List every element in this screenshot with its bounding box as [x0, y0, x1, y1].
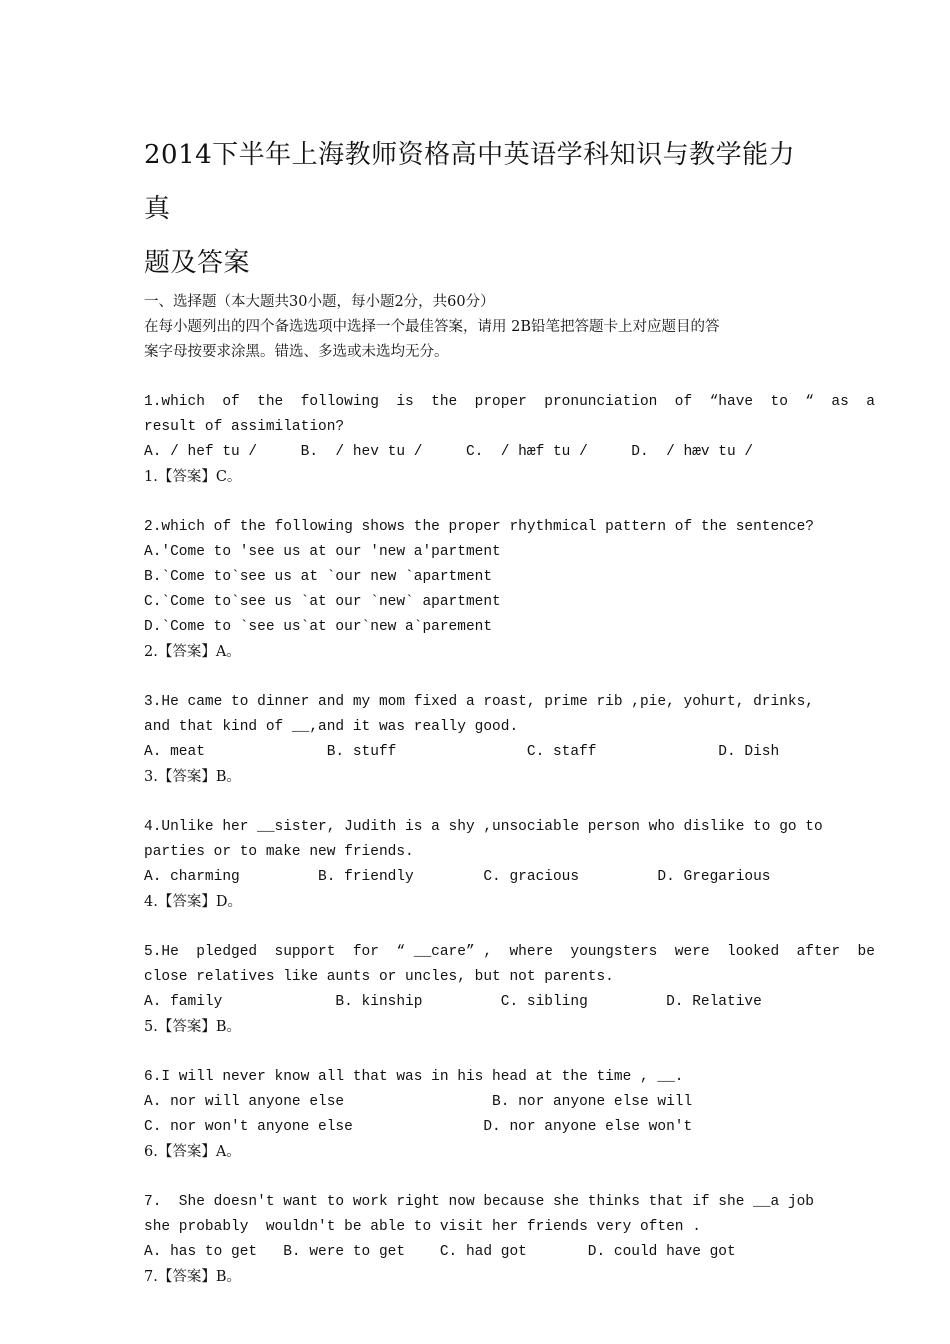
question-options: C. nor won't anyone else D. nor anyone else won't — [144, 1119, 693, 1135]
question-stem: 2.which of the following shows the proper rhythmical pattern of the sentence? — [144, 519, 815, 535]
question-stem: result of assimilation? — [144, 419, 345, 435]
question-options: A. meat B. stuff C. staff D. Dish — [144, 744, 780, 760]
section-header: 一、选择题（本大题共30小题，每小题2分，共60分） — [144, 294, 495, 310]
question-option-c: C.`Come to`see us `at our `new` apartment — [144, 594, 501, 610]
question-stem: 7. She doesn′t want to work right now because she thinks that if she __a job — [144, 1194, 815, 1210]
question-stem: she probably wouldn′t be able to visit her friends very often . — [144, 1219, 701, 1235]
document-title-line-2: 题及答案 — [144, 248, 251, 278]
document-page — [144, 128, 875, 1290]
question-answer: 5.【答案】B。 — [144, 1019, 241, 1035]
question-5 — [144, 940, 875, 1040]
instructions-line-2: 案字母按要求涂黑。错选、多选或未选均无分。 — [144, 344, 449, 360]
question-stem: 4.Unlike her __sister, Judith is a shy ,unsociable person who dislike to go to — [144, 819, 823, 835]
document-title-line-1: 2014下半年上海教师资格高中英语学科知识与教学能力真 — [144, 140, 796, 224]
question-stem: parties or to make new friends. — [144, 844, 414, 860]
question-4 — [144, 815, 823, 915]
instructions-line-1: 在每小题列出的四个备选选项中选择一个最佳答案，请用 2B铅笔把答题卡上对应题目的答 — [144, 319, 720, 335]
question-answer: 2.【答案】A。 — [144, 644, 241, 660]
question-options: A. / hef tu / B. / hev tu / C. / hæf tu / D. / hæv tu / — [144, 444, 754, 460]
question-stem: close relatives like aunts or uncles, but not parents. — [144, 969, 614, 985]
question-stem: 5.He pledged support for “ __care” , where youngsters were looked after be — [144, 944, 875, 960]
question-options: A. family B. kinship C. sibling D. Relative — [144, 994, 762, 1010]
question-stem: 1.which of the following is the proper pronunciation of “have to “ as a — [144, 394, 875, 410]
question-3 — [144, 690, 815, 790]
question-stem: 6.I will never know all that was in his head at the time , __. — [144, 1069, 684, 1085]
question-stem: and that kind of __,and it was really good. — [144, 719, 519, 735]
question-options: A. nor will anyone else B. nor anyone else will — [144, 1094, 693, 1110]
question-options: A. charming B. friendly C. gracious D. Gregarious — [144, 869, 771, 885]
question-answer: 1.【答案】C。 — [144, 469, 242, 485]
question-1 — [144, 390, 875, 490]
question-options: A. has to get B. were to get C. had got D. could have got — [144, 1244, 736, 1260]
question-6 — [144, 1065, 808, 1165]
question-option-b: B.`Come to`see us at `our new `apartment — [144, 569, 493, 585]
question-2 — [144, 515, 815, 665]
question-option-d: D.`Come to `see us`at our`new a`parement — [144, 619, 493, 635]
question-7 — [144, 1190, 815, 1290]
question-answer: 7.【答案】B。 — [144, 1269, 241, 1285]
question-answer: 3.【答案】B。 — [144, 769, 241, 785]
question-answer: 4.【答案】D。 — [144, 894, 242, 910]
question-stem: 3.He came to dinner and my mom fixed a roast, prime rib ,pie, yohurt, drinks, — [144, 694, 815, 710]
question-option-a: A.′Come to ′see us at our ′new a′partment — [144, 544, 501, 560]
question-answer: 6.【答案】A。 — [144, 1144, 241, 1160]
